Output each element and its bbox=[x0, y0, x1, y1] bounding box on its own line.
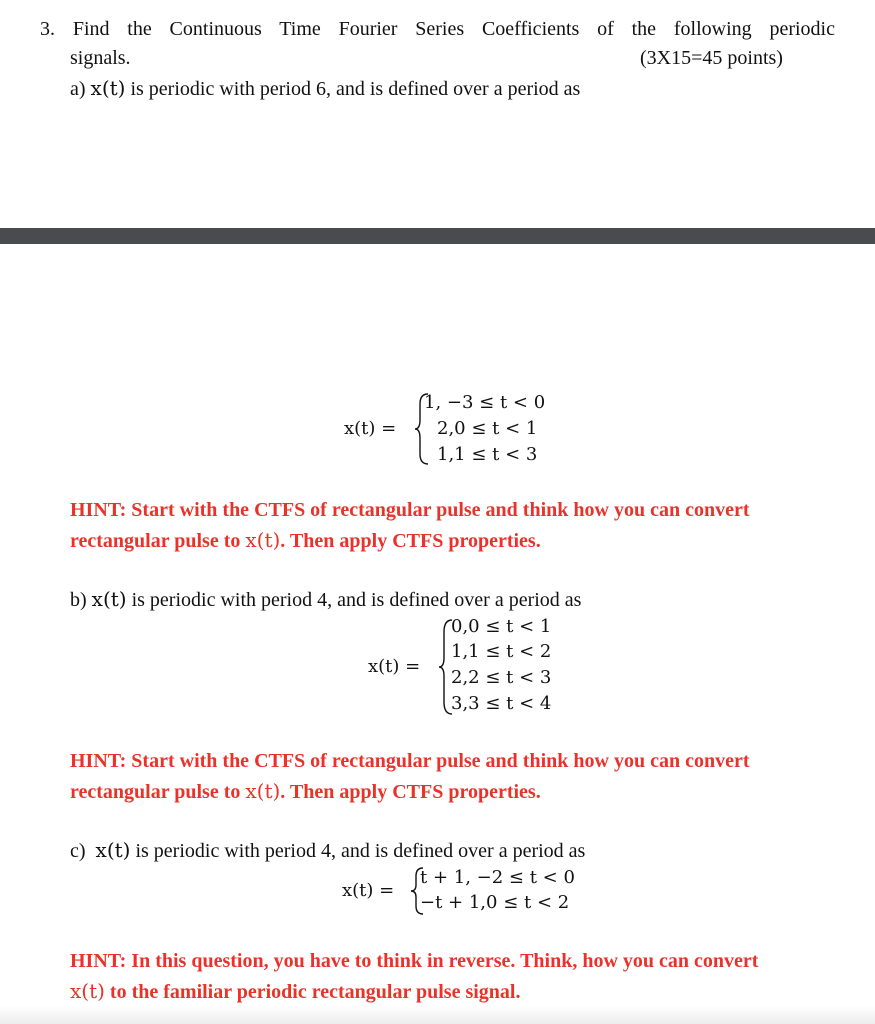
part-a-hint-var: x(t) bbox=[245, 528, 281, 552]
part-c-hint-post: to the familiar periodic rectangular pulse signal. bbox=[109, 981, 521, 1003]
part-a-case-2: 2,0 ≤ t < 1 bbox=[437, 418, 538, 439]
part-b-intro bbox=[70, 587, 581, 612]
part-b-case-2: 1,1 ≤ t < 2 bbox=[451, 641, 552, 662]
part-a-var: x(t) bbox=[90, 76, 126, 100]
part-a-case-3: 1,1 ≤ t < 3 bbox=[437, 444, 538, 465]
part-b-case-3: 2,2 ≤ t < 3 bbox=[451, 667, 552, 688]
part-a-text: is periodic with period 6, and is defined over a period as bbox=[130, 78, 581, 100]
part-c-lhs: x(t) = bbox=[342, 880, 395, 901]
part-c-case-2: −t + 1,0 ≤ t < 2 bbox=[420, 892, 570, 913]
part-c-intro bbox=[70, 838, 585, 863]
part-b-case-1: 0,0 ≤ t < 1 bbox=[451, 616, 552, 637]
part-a-hint-line1: HINT: Start with the CTFS of rectangular pulse and think how you can convert bbox=[70, 499, 750, 521]
part-c-label: c) bbox=[70, 840, 86, 862]
part-c-var: x(t) bbox=[95, 838, 131, 862]
part-a-label: a) bbox=[70, 78, 86, 100]
part-a-lhs: x(t) = bbox=[344, 418, 397, 439]
part-a-hint-post: . Then apply CTFS properties. bbox=[280, 530, 541, 552]
part-b-text: is periodic with period 4, and is defined over a period as bbox=[131, 589, 582, 611]
part-b-hint-pre: rectangular pulse to bbox=[70, 781, 241, 803]
part-c-case-1: t + 1, −2 ≤ t < 0 bbox=[420, 867, 575, 888]
part-b-hint-line2 bbox=[70, 776, 541, 807]
part-c-hint-line2 bbox=[70, 976, 520, 1007]
part-b-var: x(t) bbox=[91, 587, 127, 611]
part-b-hint-var: x(t) bbox=[245, 779, 281, 803]
question-title: 3. Find the Continuous Time Fourier Series Coefficients of the following periodic bbox=[40, 18, 835, 40]
part-a-hint-pre: rectangular pulse to bbox=[70, 530, 241, 552]
page-bottom-shade bbox=[0, 1006, 875, 1024]
page-separator bbox=[0, 228, 875, 244]
part-b-hint-post: . Then apply CTFS properties. bbox=[280, 781, 541, 803]
part-b-lhs: x(t) = bbox=[368, 656, 421, 677]
part-b-label: b) bbox=[70, 589, 87, 611]
part-c-hint-line1: HINT: In this question, you have to think in reverse. Think, how you can convert bbox=[70, 950, 759, 972]
part-b-hint-line1: HINT: Start with the CTFS of rectangular pulse and think how you can convert bbox=[70, 750, 750, 772]
part-a-case-1: 1, −3 ≤ t < 0 bbox=[424, 392, 546, 413]
part-a-intro bbox=[70, 76, 580, 101]
part-a-hint-line2 bbox=[70, 525, 541, 556]
part-c-hint-var: x(t) bbox=[70, 979, 105, 1003]
points-label: (3X15=45 points) bbox=[640, 47, 783, 69]
part-c-text: is periodic with period 4, and is defined over a period as bbox=[135, 840, 586, 862]
question-title-cont: signals. bbox=[70, 47, 131, 69]
part-b-case-4: 3,3 ≤ t < 4 bbox=[451, 693, 552, 714]
